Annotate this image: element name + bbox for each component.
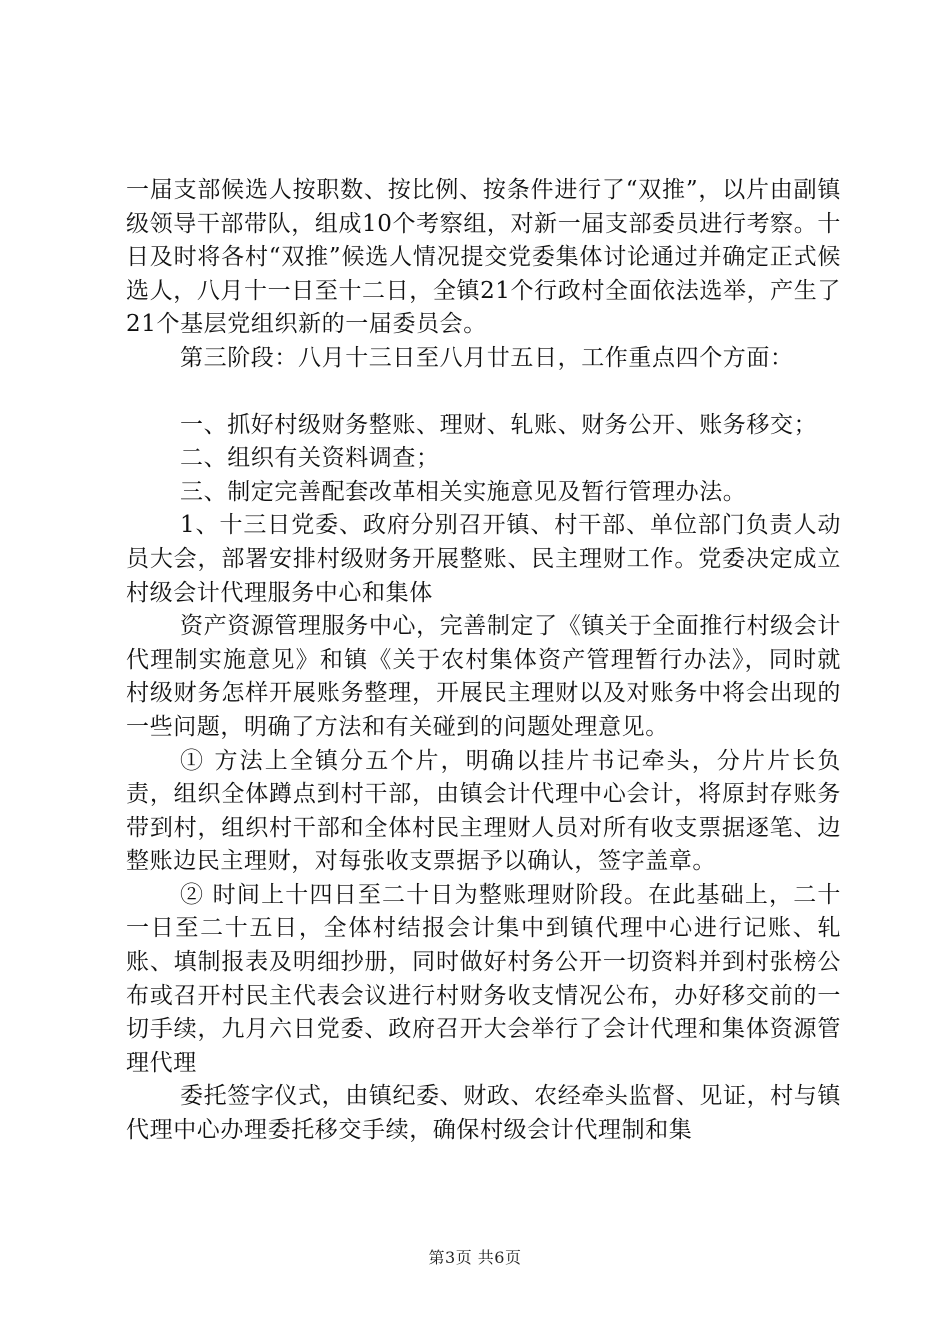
paragraph-7: 资产资源管理服务中心，完善制定了《镇关于全面推行村级会计代理制实施意见》和镇《关于农村集体资产管理暂行办法》，同时就村级财务怎样开展账务整理，开展民主理财以及对账务中将会出现的一些问题，明确了方法和有关碰到的问题处理意见。 xyxy=(126,613,841,740)
paragraph-10: 委托签字仪式，由镇纪委、财政、农经牵头监督、见证，村与镇代理中心办理委托移交手续，确保村级会计代理制和集 xyxy=(126,1083,841,1144)
paragraph-6: 1、十三日党委、政府分别召开镇、村干部、单位部门负责人动员大会，部署安排村级财务开展整账、民主理财工作。党委决定成立村级会计代理服务中心和集体 xyxy=(126,512,841,606)
paragraph-4: 二、组织有关资料调查； xyxy=(180,445,440,472)
document-body xyxy=(126,174,841,1148)
paragraph-8: ① 方法上全镇分五个片，明确以挂片书记牵头，分片片长负责，组织全体蹲点到村干部，由镇会计代理中心会计，将原封存账务带到村，组织村干部和全体村民主理财人员对所有收支票据逐笔、边整账边民主理财，对每张收支票据予以确认，签字盖章。 xyxy=(126,747,841,875)
page-number-footer: 第3页 共6页 xyxy=(428,1248,522,1267)
paragraph-2: 第三阶段：八月十三日至八月廿五日，工作重点四个方面： xyxy=(180,344,794,371)
paragraph-1: 一届支部候选人按职数、按比例、按条件进行了“双推”，以片由副镇级领导干部带队，组成10个考察组，对新一届支部委员进行考察。十日及时将各村“双推”候选人情况提交党委集体讨论通过并确定正式候选人，八月十一日至十二日，全镇21个行政村全面依法选举，产生了21个基层党组织新的一届委员会。 xyxy=(126,177,841,338)
paragraph-5: 三、制定完善配套改革相关实施意见及暂行管理办法。 xyxy=(180,478,747,505)
paragraph-3: 一、抓好村级财务整账、理财、轧账、财务公开、账务移交； xyxy=(180,411,818,438)
paragraph-9: ② 时间上十四日至二十日为整账理财阶段。在此基础上，二十一日至二十五日，全体村结报会计集中到镇代理中心进行记账、轧账、填制报表及明细抄册，同时做好村务公开一切资料并到村张榜公布或召开村民主代表会议进行村财务收支情况公布，办好移交前的一切手续，九月六日党委、政府召开大会举行了会计代理和集体资源管理代理 xyxy=(126,881,841,1076)
